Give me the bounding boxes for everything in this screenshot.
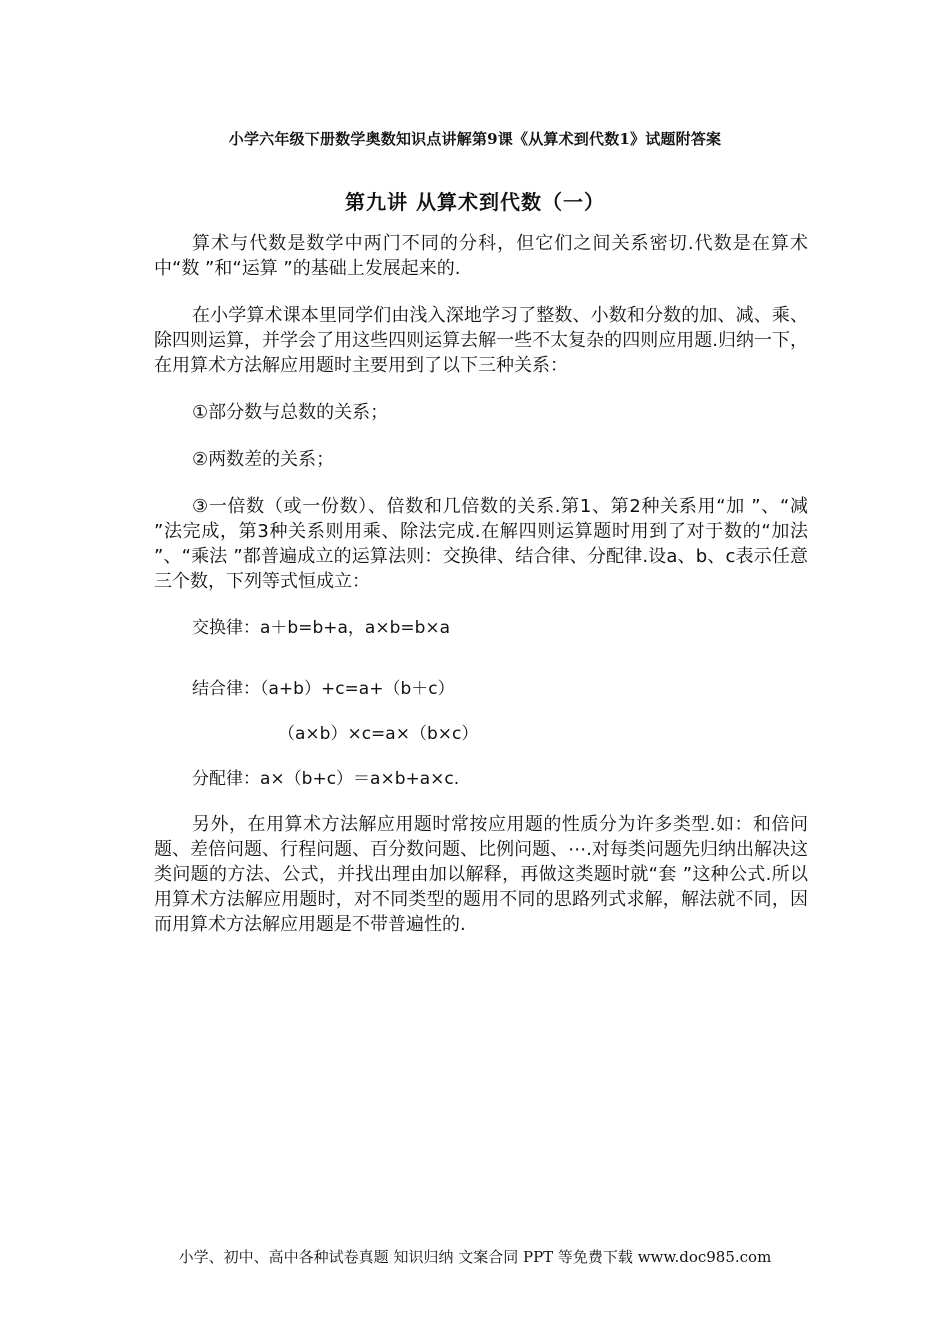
- paragraph-arithmetic: 在小学算术课本里同学们由浅入深地学习了整数、小数和分数的加、减、乘、除四则运算，并学会了用这些四则运算去解一些不太复杂的四则应用题.归纳一下，在用算术方法解应用题时主要用到了以下三种关系：: [154, 305, 808, 376]
- list-item-3: ③一倍数（或一份数）、倍数和几倍数的关系.第1、第2种关系用“加 ”、“减 ”法完成，第3种关系则用乘、除法完成.在解四则运算题时用到了对于数的“加法 ”、“乘法 ”都普遍成立的运算法则：交换律、结合律、分配律.设a、b、c表示任意三个数，下列等式恒成立：: [154, 496, 808, 592]
- paragraph-types: 另外，在用算术方法解应用题时常按应用题的性质分为许多类型.如：和倍问题、差倍问题、行程问题、百分数问题、比例问题、⋯.对每类问题先归纳出解决这类问题的方法、公式，并找出理由加以解释，再做这类题时就“套 ”这种公式.所以用算术方法解应用题时，对不同类型的题用不同的思路列式求解，解法就不同，因而用算术方法解应用题是不带普遍性的.: [154, 814, 808, 935]
- list-item-2: ②两数差的关系；: [192, 449, 335, 470]
- document-title: 小学六年级下册数学奥数知识点讲解第9课《从算术到代数1》试题附答案: [228, 130, 722, 148]
- formula-commutative: 交换律：a＋b=b+a，a×b=b×a: [192, 618, 451, 638]
- lecture-title: 第九讲 从算术到代数（一）: [345, 190, 605, 214]
- formula-associative-add: 结合律：（a+b）+c=a+（b＋c）: [192, 679, 455, 699]
- list-item-1: ①部分数与总数的关系；: [192, 402, 389, 423]
- document-body: [154, 231, 808, 937]
- formula-associative-mul: （a×b）×c=a×（b×c）: [278, 724, 479, 744]
- paragraph-intro: 算术与代数是数学中两门不同的分科，但它们之间关系密切.代数是在算术中“数 ”和“运算 ”的基础上发展起来的.: [154, 233, 808, 279]
- formula-distributive: 分配律：a×（b+c）＝a×b+a×c.: [192, 769, 460, 789]
- page-footer: 小学、初中、高中各种试卷真题 知识归纳 文案合同 PPT 等免费下载 www.doc985.com: [178, 1248, 772, 1266]
